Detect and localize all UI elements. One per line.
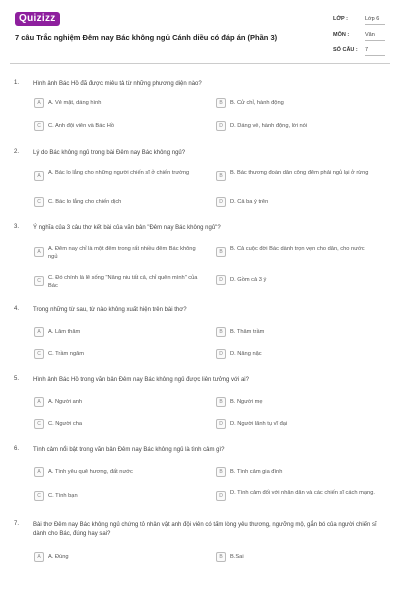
option-letter-box: C: [34, 419, 44, 429]
option-text: C. Đó chính là lẽ sống "Nâng niu tất cả, chỉ quên mình" của Bác: [48, 275, 198, 289]
meta-grade-label: LỚP :: [333, 16, 348, 22]
option-letter-box: B: [216, 327, 226, 337]
option-text: A. Người anh: [48, 399, 83, 405]
option-text: B. Cả cuộc đời Bác dành trọn vẹn cho dân, cho nước: [230, 246, 365, 252]
option-text: C. Anh đội viên và Bác Hồ: [48, 123, 115, 129]
question-text: Hình ảnh Bác Hồ đã được miêu tả từ những phương diện nào?: [33, 81, 202, 87]
option-text: A. Lâm thâm: [48, 329, 81, 335]
option-letter-box: D: [216, 419, 226, 429]
option-letter-box: D: [216, 491, 226, 501]
meta-subject-underline: [365, 40, 385, 41]
header-divider: [10, 63, 390, 64]
option-text: D. Gồm cả 3 ý: [230, 277, 267, 283]
option-text: D. Người lãnh tụ vĩ đại: [230, 421, 288, 427]
option-letter-box: B: [216, 397, 226, 407]
option-letter-box: B: [216, 552, 226, 562]
meta-grade-value: Lớp 6: [365, 16, 380, 22]
option-text: B. Bác thương đoàn dân công đêm phải ngủ lại ở rừng: [230, 170, 369, 176]
question-number: 7.: [14, 521, 20, 527]
question-text: Lý do Bác không ngủ trong bài Đêm nay Bác không ngủ?: [33, 150, 186, 156]
option-letter-box: D: [216, 349, 226, 359]
option-text: C. Tình bạn: [48, 493, 78, 499]
option-text: A. Bác lo lắng cho những người chiến sĩ ở chiến trường: [48, 170, 190, 176]
option-text: B.Sai: [230, 554, 244, 560]
option-letter-box: B: [216, 247, 226, 257]
option-text: C. Người cha: [48, 421, 83, 427]
meta-count-value: 7: [365, 47, 369, 53]
option-text: D. Tình cảm đối với nhân dân và các chiến sĩ cách mạng.: [230, 490, 375, 496]
option-letter-box: D: [216, 275, 226, 285]
option-text: B. Người mẹ: [230, 399, 263, 405]
option-letter-box: D: [216, 121, 226, 131]
option-letter-box: B: [216, 171, 226, 181]
question-number: 6.: [14, 446, 20, 452]
page-title: 7 câu Trắc nghiệm Đêm nay Bác không ngủ Cánh diều có đáp án (Phần 3): [15, 33, 278, 42]
option-text: C. Trầm ngâm: [48, 351, 85, 357]
option-letter-box: A: [34, 397, 44, 407]
option-letter-box: A: [34, 98, 44, 108]
option-letter-box: A: [34, 247, 44, 257]
option-letter-box: A: [34, 171, 44, 181]
meta-count-label: SỐ CÂU :: [333, 47, 358, 53]
meta-count-underline: [365, 55, 385, 56]
meta-subject-value: Văn: [365, 32, 375, 38]
option-text: C. Bác lo lắng cho chiến dịch: [48, 199, 122, 205]
option-text: A. Tình yêu quê hương, đất nước: [48, 469, 133, 475]
option-text: A. Đêm nay chỉ là một đêm trong rất nhiều đêm Bác không ngủ: [48, 246, 196, 260]
question-text: Tình cảm nổi bật trong văn bản Đêm nay Bác không ngủ là tình cảm gì?: [33, 447, 225, 453]
option-letter-box: B: [216, 98, 226, 108]
question-number: 4.: [14, 306, 20, 312]
option-letter-box: B: [216, 467, 226, 477]
option-letter-box: C: [34, 121, 44, 131]
quizizz-logo: Quizizz: [15, 12, 60, 26]
question-number: 3.: [14, 224, 20, 230]
option-text: D. Nâng nặc: [230, 351, 262, 357]
meta-subject-label: MÔN :: [333, 32, 350, 38]
question-number: 5.: [14, 376, 20, 382]
option-text: D. Dáng vẻ, hành động, lời nói: [230, 123, 308, 129]
option-text: B. Thâm trầm: [230, 329, 265, 335]
option-text: A. Đúng: [48, 554, 69, 560]
question-number: 1.: [14, 80, 20, 86]
option-text: A. Vẻ mặt, dáng hình: [48, 100, 102, 106]
question-number: 2.: [14, 149, 20, 155]
option-letter-box: A: [34, 327, 44, 337]
option-letter-box: C: [34, 491, 44, 501]
question-text: Bài thơ Đêm nay Bác không ngủ chứng tỏ nhân vật anh đội viên có tấm lòng yêu thương, ngưỡng mộ, gắn bó của người chiến sĩ dành cho Bác, đúng hay sai?: [33, 522, 377, 537]
option-text: B. Cử chỉ, hành động: [230, 100, 284, 106]
option-letter-box: C: [34, 349, 44, 359]
option-text: B. Tình cảm gia đình: [230, 469, 283, 475]
option-letter-box: C: [34, 197, 44, 207]
option-letter-box: A: [34, 467, 44, 477]
option-letter-box: D: [216, 197, 226, 207]
option-letter-box: A: [34, 552, 44, 562]
question-text: Trong những từ sau, từ nào không xuất hiện trên bài thơ?: [33, 307, 187, 313]
meta-grade-underline: [365, 24, 385, 25]
option-letter-box: C: [34, 276, 44, 286]
question-text: Ý nghĩa của 3 câu thơ kết bài của văn bản "Đêm nay Bác không ngủ"?: [33, 225, 221, 231]
question-text: Hình ảnh Bác Hồ trong văn bản Đêm nay Bác không ngủ được liên tưởng với ai?: [33, 377, 249, 383]
option-text: D. Cả ba ý trên: [230, 199, 269, 205]
